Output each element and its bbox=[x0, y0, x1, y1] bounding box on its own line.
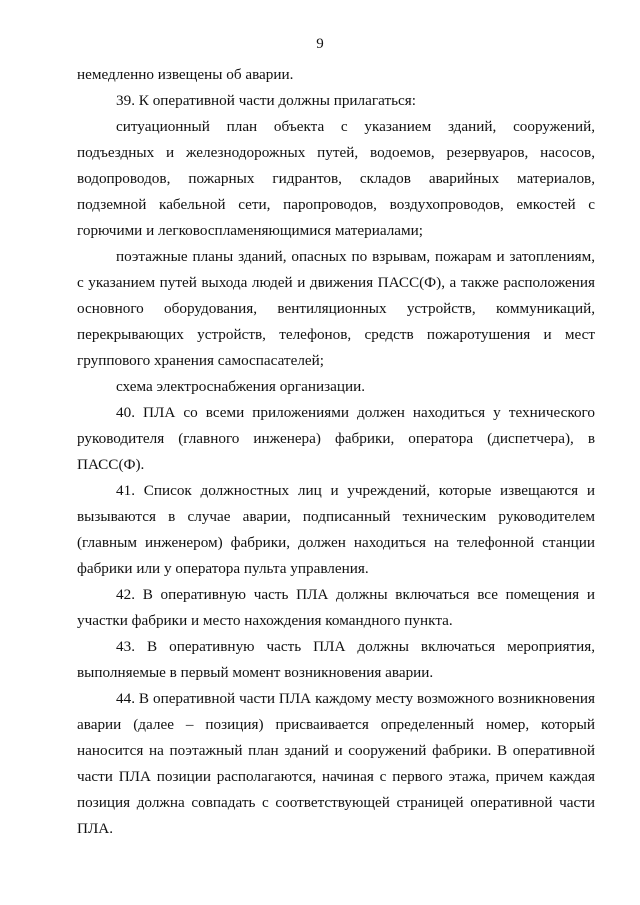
paragraph-item-40: 40. ПЛА со всеми приложениями должен находиться у технического руководителя (главного инженера) фабрики, оператора (диспетчера), в ПАСС(Ф). bbox=[77, 404, 595, 473]
paragraph-situational-plan: ситуационный план объекта с указанием зданий, сооружений, подъездных и железнодорожных путей, водоемов, резервуаров, насосов, водопроводов, пожарных гидрантов, складов аварийных материалов, подземной кабельной сети, паропроводов, воздухопроводов, емкостей с горючими и легковоспламеняющимися материалами; bbox=[77, 118, 595, 239]
page-number: 9 bbox=[316, 36, 324, 52]
paragraph-item-43: 43. В оперативную часть ПЛА должны включаться мероприятия, выполняемые в первый момент возникновения аварии. bbox=[77, 638, 595, 681]
paragraph-floor-plans: поэтажные планы зданий, опасных по взрывам, пожарам и затоплениям, с указанием путей выхода людей и движения ПАСС(Ф), а также расположения основного оборудования, вентиляционных устройств, коммуникаций, перекрывающих устройств, телефонов, средств пожаротушения и мест группового хранения самоспасателей; bbox=[77, 248, 595, 369]
document-body bbox=[77, 62, 595, 842]
paragraph-power-scheme: схема электроснабжения организации. bbox=[116, 378, 366, 395]
paragraph-item-39: 39. К оперативной части должны прилагаться: bbox=[116, 92, 416, 109]
paragraph-item-42: 42. В оперативную часть ПЛА должны включаться все помещения и участки фабрики и место нахождения командного пункта. bbox=[77, 586, 595, 629]
paragraph-item-41: 41. Список должностных лиц и учреждений, которые извещаются и вызываются в случае аварии, подписанный техническим руководителем (главным инженером) фабрики, должен находиться на телефонной станции фабрики или у оператора пульта управления. bbox=[77, 482, 595, 577]
paragraph-item-44: 44. В оперативной части ПЛА каждому месту возможного возникновения аварии (далее – позиция) присваивается определенный номер, который наносится на поэтажный план зданий и сооружений фабрики. В оперативной части ПЛА позиции располагаются, начиная с первого этажа, причем каждая позиция должна совпадать с соответствующей страницей оперативной части ПЛА. bbox=[77, 690, 595, 837]
paragraph-continuation: немедленно извещены об аварии. bbox=[77, 66, 294, 83]
